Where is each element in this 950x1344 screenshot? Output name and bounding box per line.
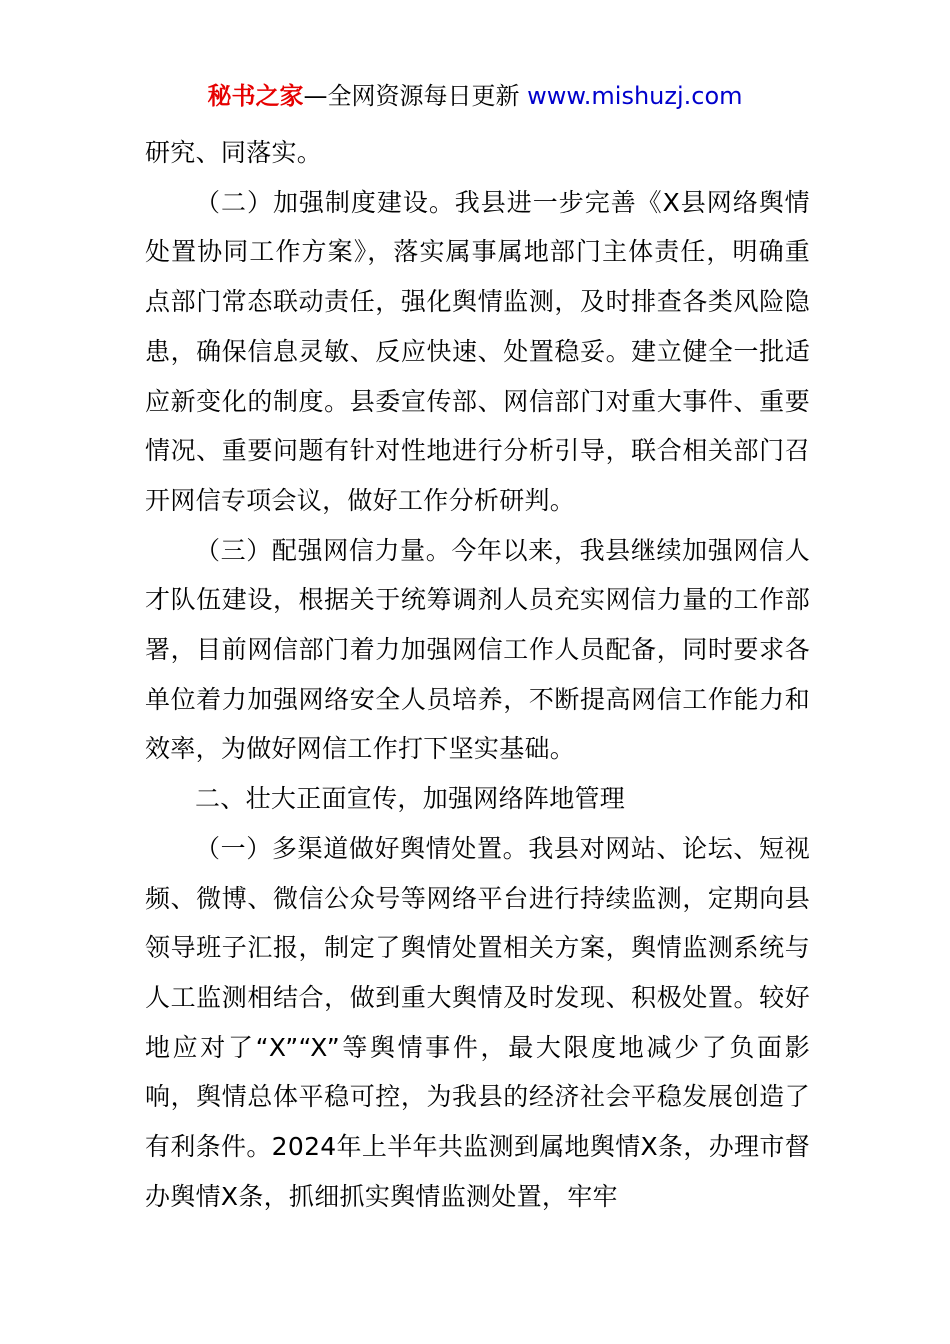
paragraph-system-building: （二）加强制度建设。我县进一步完善《X县网络舆情处置协同工作方案》，落实属事属地部门主体责任，明确重点部门常态联动责任，强化舆情监测，及时排查各类风险隐患，确保信息灵敏、反应快速、处置稳妥。建立健全一批适应新变化的制度。县委宣传部、网信部门对重大事件、重要情况、重要问题有针对性地进行分析引导，联合相关部门召开网信专项会议，做好工作分析研判。: [145, 187, 810, 515]
site-header: [0, 80, 950, 112]
site-brand: 秘书之家: [207, 82, 304, 110]
paragraph-staffing: （三）配强网信力量。今年以来，我县继续加强网信人才队伍建设，根据关于统筹调剂人员充实网信力量的工作部署，目前网信部门着力加强网信工作人员配备，同时要求各单位着力加强网络安全人员培养，不断提高网信工作能力和效率，为做好网信工作打下坚实基础。: [145, 535, 810, 764]
section-heading: 二、壮大正面宣传，加强网络阵地管理: [195, 784, 626, 814]
document-body: [145, 128, 810, 1221]
paragraph-continuation: 研究、同落实。: [145, 138, 323, 167]
site-url-link[interactable]: www.mishuzj.com: [527, 82, 743, 110]
site-tagline: —全网资源每日更新: [303, 82, 528, 110]
paragraph-public-opinion: （一）多渠道做好舆情处置。我县对网站、论坛、短视频、微博、微信公众号等网络平台进行持续监测，定期向县领导班子汇报，制定了舆情处置相关方案，舆情监测系统与人工监测相结合，做到重大舆情及时发现、积极处置。较好地应对了“X”“X”等舆情事件，最大限度地减少了负面影响，舆情总体平稳可控，为我县的经济社会平稳发展创造了有利条件。2024年上半年共监测到属地舆情X条，办理市督办舆情X条，抓细抓实舆情监测处置，牢牢: [145, 833, 810, 1211]
